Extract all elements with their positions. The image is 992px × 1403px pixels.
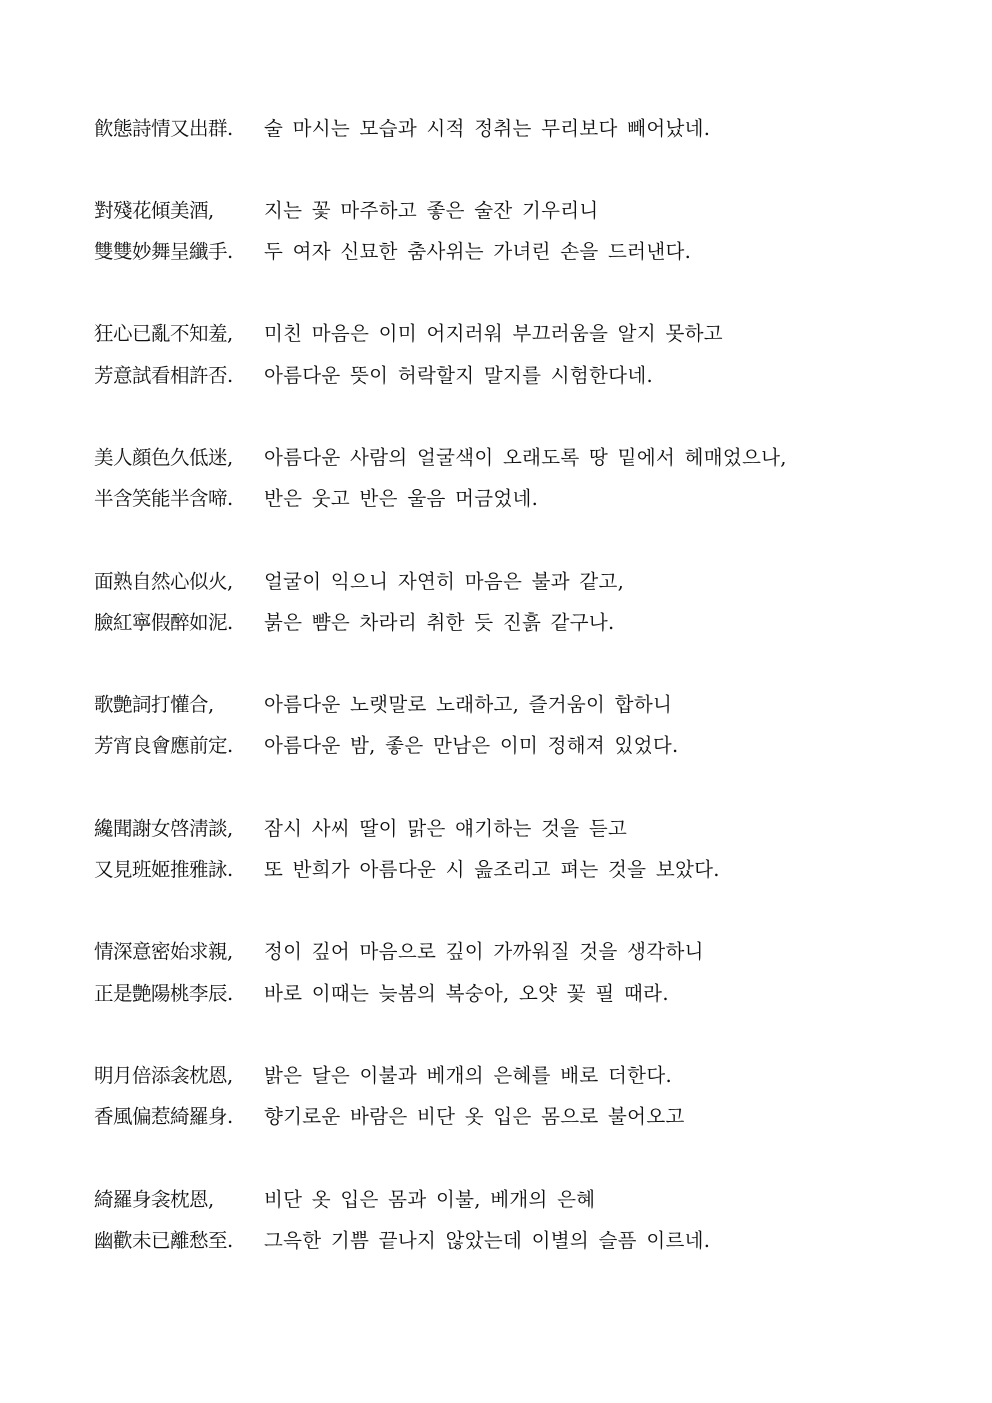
verse-line bbox=[94, 443, 787, 473]
verse-line bbox=[94, 731, 678, 761]
verse-line bbox=[94, 1102, 685, 1132]
verse-line bbox=[94, 114, 710, 144]
hanja-text: 芳意試看相許否. bbox=[94, 364, 233, 387]
verse-line bbox=[94, 979, 669, 1009]
hanja-text: 狂心已亂不知羞, bbox=[94, 322, 233, 345]
verse-line bbox=[94, 855, 720, 885]
korean-translation: 향기로운 바람은 비단 옷 입은 몸으로 불어오고 bbox=[264, 1105, 685, 1128]
korean-translation: 미친 마음은 이미 어지러워 부끄러움을 알지 못하고 bbox=[264, 322, 723, 345]
korean-translation: 아름다운 사람의 얼굴색이 오래도록 땅 밑에서 헤매었으나, bbox=[264, 446, 787, 469]
hanja-text: 綺羅身衾枕恩, bbox=[94, 1188, 214, 1211]
korean-translation: 또 반희가 아름다운 시 읊조리고 펴는 것을 보았다. bbox=[264, 858, 720, 881]
verse-line bbox=[94, 319, 723, 349]
hanja-text: 雙雙妙舞呈纖手. bbox=[94, 240, 233, 263]
verse-line bbox=[94, 1226, 710, 1256]
korean-translation: 지는 꽃 마주하고 좋은 술잔 기우리니 bbox=[264, 199, 599, 222]
verse-line bbox=[94, 361, 653, 391]
korean-translation: 아름다운 밤, 좋은 만남은 이미 정해져 있었다. bbox=[264, 734, 679, 757]
verse-line bbox=[94, 937, 704, 967]
verse-line bbox=[94, 484, 538, 514]
korean-translation: 그윽한 기쁨 끝나지 않았는데 이별의 슬픔 이르네. bbox=[264, 1229, 711, 1252]
hanja-text: 飮態詩情又出群. bbox=[94, 117, 233, 140]
hanja-text: 歌艶詞打懽合, bbox=[94, 693, 214, 716]
verse-line bbox=[94, 1185, 595, 1215]
hanja-text: 情深意密始求親, bbox=[94, 940, 233, 963]
korean-translation: 정이 깊어 마음으로 깊이 가까워질 것을 생각하니 bbox=[264, 940, 704, 963]
hanja-text: 芳宵良會應前定. bbox=[94, 734, 233, 757]
korean-translation: 아름다운 뜻이 허락할지 말지를 시험한다네. bbox=[264, 364, 653, 387]
hanja-text: 明月倍添衾枕恩, bbox=[94, 1064, 233, 1087]
korean-translation: 잠시 사씨 딸이 맑은 얘기하는 것을 듣고 bbox=[264, 817, 628, 840]
verse-line bbox=[94, 1061, 672, 1091]
hanja-text: 半含笑能半含啼. bbox=[94, 487, 233, 510]
korean-translation: 두 여자 신묘한 춤사위는 가녀린 손을 드러낸다. bbox=[264, 240, 692, 263]
hanja-text: 美人顔色久低迷, bbox=[94, 446, 233, 469]
verse-line bbox=[94, 814, 627, 844]
hanja-text: 正是艶陽桃李辰. bbox=[94, 982, 233, 1005]
hanja-text: 又見班姬推雅詠. bbox=[94, 858, 233, 881]
korean-translation: 붉은 뺨은 차라리 취한 듯 진흙 같구나. bbox=[264, 611, 615, 634]
korean-translation: 얼굴이 익으니 자연히 마음은 불과 같고, bbox=[264, 570, 625, 593]
verse-line bbox=[94, 567, 624, 597]
korean-translation: 밝은 달은 이불과 베개의 은혜를 배로 더한다. bbox=[264, 1064, 672, 1087]
korean-translation: 비단 옷 입은 몸과 이불, 베개의 은혜 bbox=[264, 1188, 596, 1211]
hanja-text: 幽歡未已離愁至. bbox=[94, 1229, 233, 1252]
korean-translation: 술 마시는 모습과 시적 정취는 무리보다 빼어났네. bbox=[264, 117, 711, 140]
hanja-text: 面熟自然心似火, bbox=[94, 570, 233, 593]
hanja-text: 臉紅寧假醉如泥. bbox=[94, 611, 233, 634]
hanja-text: 纔聞謝女啓淸談, bbox=[94, 817, 233, 840]
korean-translation: 아름다운 노랫말로 노래하고, 즐거움이 합하니 bbox=[264, 693, 673, 716]
korean-translation: 반은 웃고 반은 울음 머금었네. bbox=[264, 487, 539, 510]
verse-line bbox=[94, 690, 672, 720]
verse-line bbox=[94, 196, 599, 226]
hanja-text: 香風偏惹綺羅身. bbox=[94, 1105, 233, 1128]
korean-translation: 바로 이때는 늦봄의 복숭아, 오얏 꽃 필 때라. bbox=[264, 982, 669, 1005]
verse-line bbox=[94, 608, 615, 638]
hanja-text: 對殘花傾美酒, bbox=[94, 199, 214, 222]
verse-line bbox=[94, 237, 691, 267]
